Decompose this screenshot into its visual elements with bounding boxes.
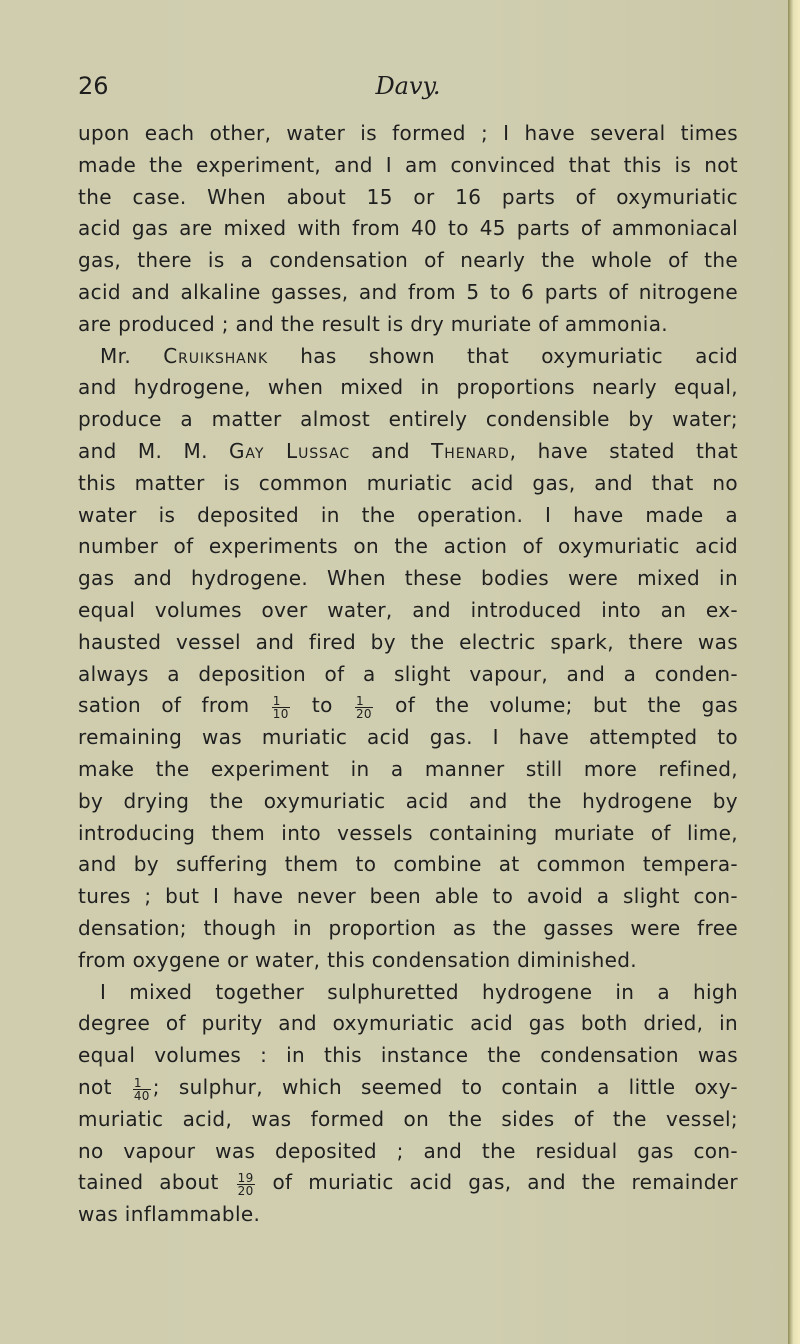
author-name: Cruikshank bbox=[163, 343, 269, 368]
text-line bbox=[78, 754, 738, 786]
text-span: acid and alkaline gasses, and from 5 to 6 parts of nitrogene bbox=[78, 279, 738, 304]
text-line bbox=[78, 1040, 738, 1072]
text-span: ; sulphur, which seemed to contain a little oxy- bbox=[152, 1074, 738, 1099]
text-span: of muriatic acid gas, and the remainder bbox=[256, 1170, 738, 1195]
text-line bbox=[78, 1199, 738, 1231]
text-span: number of experiments on the action of oxymuriatic acid bbox=[78, 534, 738, 559]
text-line bbox=[78, 627, 738, 659]
text-span: 19 bbox=[237, 1171, 254, 1186]
text-span: the case. When about 15 or 16 parts of oxymuriatic bbox=[78, 184, 738, 209]
text-span: no vapour was deposited ; and the residual gas con- bbox=[78, 1138, 738, 1163]
text-span: and hydrogene, when mixed in proportions nearly equal, bbox=[78, 375, 738, 400]
text-span: 10 bbox=[272, 707, 289, 722]
text-span: this matter is common muriatic acid gas, and that no bbox=[78, 470, 738, 495]
page-number: 26 bbox=[78, 72, 109, 100]
text-line bbox=[78, 945, 738, 977]
fraction bbox=[237, 1172, 255, 1197]
text-line bbox=[78, 849, 738, 881]
text-span: from oxygene or water, this condensation diminished. bbox=[78, 947, 638, 972]
text-line bbox=[78, 722, 738, 754]
text-span: always a deposition of a slight vapour, and a conden- bbox=[78, 661, 738, 686]
text-line bbox=[78, 977, 738, 1009]
text-line bbox=[78, 372, 738, 404]
text-line bbox=[78, 881, 738, 913]
text-span: 20 bbox=[355, 707, 372, 722]
text-span: made the experiment, and I am convinced that this is not bbox=[78, 152, 738, 177]
text-line bbox=[78, 277, 738, 309]
text-line bbox=[78, 150, 738, 182]
text-span: of the volume; but the gas bbox=[374, 693, 738, 718]
text-line bbox=[78, 1008, 738, 1040]
text-line bbox=[78, 1136, 738, 1168]
text-span: 1 bbox=[272, 695, 290, 708]
text-span: 20 bbox=[237, 1184, 254, 1199]
fraction bbox=[133, 1077, 151, 1102]
text-span: are produced ; and the result is dry muriate of ammonia. bbox=[78, 311, 669, 336]
text-span: make the experiment in a manner still more refined, bbox=[78, 756, 738, 781]
text-span: densation; though in proportion as the gasses were free bbox=[78, 915, 738, 940]
text-line bbox=[78, 659, 738, 691]
text-span: , have stated that bbox=[509, 438, 739, 463]
text-line bbox=[78, 913, 738, 945]
text-line bbox=[78, 786, 738, 818]
text-line bbox=[78, 595, 738, 627]
text-span: by drying the oxymuriatic acid and the hydrogene by bbox=[78, 788, 738, 813]
text-span: hausted vessel and fired by the electric spark, there was bbox=[78, 629, 738, 654]
text-line bbox=[78, 1104, 738, 1136]
text-line bbox=[78, 500, 738, 532]
page-header bbox=[78, 72, 738, 108]
text-line bbox=[78, 690, 738, 722]
text-line bbox=[78, 1167, 738, 1199]
fraction bbox=[272, 695, 290, 720]
text-span: has shown that oxymuriatic acid bbox=[268, 343, 738, 368]
text-span: remaining was muriatic acid gas. I have attempted to bbox=[78, 725, 738, 750]
running-head: Davy. bbox=[375, 72, 441, 100]
text-span: equal volumes : in this instance the condensation was bbox=[78, 1043, 738, 1068]
text-span: produce a matter almost entirely condensible by water; bbox=[78, 407, 738, 432]
text-span: 1 bbox=[355, 695, 373, 708]
text-span: gas and hydrogene. When these bodies were mixed in bbox=[78, 566, 738, 591]
text-line bbox=[78, 468, 738, 500]
page-edge bbox=[788, 0, 800, 1344]
text-span: was inflammable. bbox=[78, 1202, 261, 1227]
text-span: upon each other, water is formed ; I have several times bbox=[78, 121, 738, 145]
text-span: water is deposited in the operation. I have made a bbox=[78, 502, 738, 527]
text-span: degree of purity and oxymuriatic acid gas both dried, in bbox=[78, 1011, 738, 1036]
author-name: Gay Lussac bbox=[229, 438, 350, 463]
text-span: 40 bbox=[133, 1088, 150, 1103]
text-span: I mixed together sulphuretted hydrogene in a high bbox=[100, 979, 738, 1004]
text-line bbox=[78, 118, 738, 150]
text-line bbox=[78, 404, 738, 436]
text-span: muriatic acid, was formed on the sides of the vessel; bbox=[78, 1106, 738, 1131]
text-line bbox=[78, 309, 738, 341]
text-span: tures ; but I have never been able to avoid a slight con- bbox=[78, 884, 738, 909]
fraction bbox=[355, 695, 373, 720]
text-span: Mr. bbox=[100, 343, 164, 368]
text-span: tained about bbox=[78, 1170, 235, 1195]
text-span: gas, there is a condensation of nearly the whole of the bbox=[78, 248, 738, 273]
text-span: 1 bbox=[133, 1077, 151, 1090]
text-line bbox=[78, 818, 738, 850]
text-line bbox=[78, 1072, 738, 1104]
text-line bbox=[78, 341, 738, 373]
text-span: and bbox=[350, 438, 432, 463]
text-span: acid gas are mixed with from 40 to 45 parts of ammoniacal bbox=[78, 216, 738, 241]
text-span: and M. M. bbox=[78, 438, 230, 463]
text-line bbox=[78, 531, 738, 563]
text-span: introducing them into vessels containing muriate of lime, bbox=[78, 820, 738, 845]
text-line bbox=[78, 563, 738, 595]
text-span: and by suffering them to combine at common tempera- bbox=[78, 852, 738, 877]
text-line bbox=[78, 182, 738, 214]
body-text bbox=[78, 118, 738, 1231]
text-span: equal volumes over water, and introduced into an ex- bbox=[78, 597, 738, 622]
text-line bbox=[78, 436, 738, 468]
author-name: Thenard bbox=[431, 438, 510, 463]
text-line bbox=[78, 213, 738, 245]
text-line bbox=[78, 245, 738, 277]
text-span: not bbox=[78, 1074, 131, 1099]
text-span: to bbox=[291, 693, 353, 718]
text-span: sation of from bbox=[78, 693, 270, 718]
